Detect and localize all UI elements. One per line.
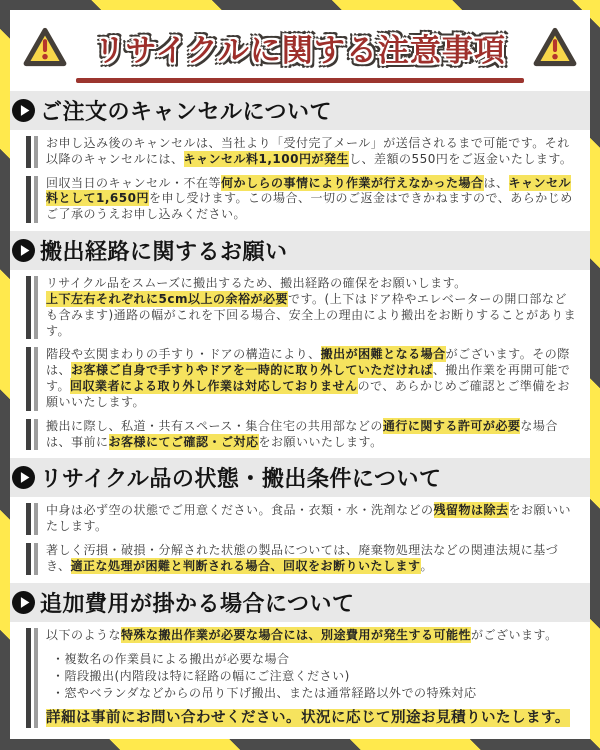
bullet-item: ・窓やベランダなどからの吊り下げ搬出、または通常経路以外での特殊対応 [52,685,477,700]
paragraph-text [38,543,578,575]
paragraph-text [38,503,578,535]
contact-note [46,709,578,728]
notice-paragraph [26,419,578,451]
notice-paragraph [26,347,578,410]
marker-bar-dark [26,176,31,223]
play-circle-icon [12,99,35,122]
text-run: し、差額の550円をご返金いたします。 [348,151,573,166]
marker-bar-dark [26,419,31,451]
highlighted-text: キャンセル料として1,650円 [46,175,572,206]
play-circle-icon [12,239,35,262]
warning-triangle-icon [532,26,578,68]
paragraph-text [38,136,578,168]
paragraph-marker [26,503,38,535]
highlighted-text: 搬出が困難となる場合 [320,347,446,362]
text-run: 搬出に際し、私道・共有スペース・集合住宅の共用部などの [46,418,383,433]
text-run: です。(上下はドア枠やエレベーターの開口部なども含みます)通路の幅がこれを下回る場合、安全上の理由により搬出をお断りすることがあります。 [46,291,577,338]
section-header-3 [10,458,590,497]
highlighted-text: 回収業者による取り外し作業は対応しておりません [70,379,358,394]
paragraph-marker [26,419,38,451]
paragraph-marker [26,276,38,339]
page-title: リサイクルに関する注意事項 [94,32,506,69]
section-header-4 [10,583,590,622]
title-underline [76,78,524,83]
highlighted-text: キャンセル料1,100円が発生 [183,151,349,166]
warning-triangle-icon [22,26,68,68]
paragraph-marker [26,628,38,728]
notice-paragraph [26,503,578,535]
section-header-2 [10,231,590,270]
marker-bar-dark [26,347,31,410]
paragraph-text [38,176,578,223]
highlighted-text: 詳細は事前にお問い合わせください。状況に応じて別途お見積りいたします。 [46,709,570,726]
marker-bar-dark [26,503,31,535]
play-circle-icon [12,466,35,489]
text-run: 、搬出作業を再開可能です。 [46,363,571,394]
paragraph-text [38,628,578,728]
text-run: 階段や玄関まわりの手すり・ドアの構造により、 [46,347,321,362]
section-header-1 [10,91,590,130]
text-run: をお願いいたします。 [46,503,572,534]
highlighted-text: お客様ご自身で手すりやドアを一時的に取り外していただければ [71,363,433,378]
text-run: をお願いいたします。 [258,434,383,449]
notice-paragraph [26,276,578,339]
paragraph-text [38,276,578,339]
text-run: な場合は、事前に [46,418,558,449]
sections-container [10,91,590,728]
bullet-item: ・階段搬出(内階段は特に経路の幅にご注意ください) [52,668,350,683]
notice-paragraph [26,628,578,728]
text-run: 回収当日のキャンセル・不在等 [46,175,222,190]
highlighted-text: 特殊な搬出作業が必要な場合には、別途費用が発生する可能性 [121,627,472,642]
highlighted-text: 適正な処理が困難と判断される場合、回収をお断りいたします [70,558,421,573]
paragraph-text [38,419,578,451]
highlighted-text: 残留物は除去 [433,503,509,518]
text-run: 。 [420,558,434,573]
text-run: を申し受けます。この場合、一切のご返金はできかねますので、あらかじめご了承のうえお申し込みください。 [46,191,573,222]
paragraph-text [38,347,578,410]
marker-bar-dark [26,628,31,728]
paragraph-marker [26,347,38,410]
section-title: リサイクル品の状態・搬出条件について [40,467,442,493]
text-run: リサイクル品をスムーズに搬出するため、搬出経路の確保をお願いします。 [46,276,467,291]
text-run: 著しく汚損・破損・分解された状態の製品については、廃棄物処理法などの関連法規に基づき、 [46,543,559,573]
text-run: お申し込み後のキャンセルは、当社より「受付完了メール」が送信されるまで可能です。それ以降のキャンセルには、 [46,136,570,166]
text-run: がございます。 [471,627,558,642]
notice-paragraph [26,176,578,223]
title-bar [10,10,590,76]
highlighted-text: お客様にてご確認・ご対応 [108,434,259,449]
notice-paragraph [26,136,578,168]
paragraph-marker [26,543,38,575]
section-title: ご注文のキャンセルについて [40,100,333,125]
text-run: ので、あらかじめご確認とご準備をお願いいたします。 [46,379,570,409]
play-circle-icon [12,591,35,614]
paragraph-marker [26,136,38,168]
marker-bar-dark [26,543,31,575]
highlighted-text: 通行に関する許可が必要 [382,418,521,433]
highlighted-text: 何かしらの事情により作業が行えなかった場合 [221,175,484,190]
paragraph-marker [26,176,38,223]
bullet-item: ・複数名の作業員による搬出が必要な場合 [52,651,290,666]
marker-bar-dark [26,136,31,168]
notice-paragraph [26,543,578,575]
highlighted-text: 上下左右それぞれに5cm以上の余裕が必要 [46,291,288,306]
text-run: 以下のような [46,627,122,642]
text-run: がございます。その際は、 [46,347,570,378]
section-title: 搬出経路に関するお願い [40,240,288,266]
text-run: は、 [483,175,509,190]
notice-page [10,10,590,739]
bullet-list [46,651,578,702]
marker-bar-dark [26,276,31,339]
section-title: 追加費用が掛かる場合について [40,591,355,617]
text-run: 中身は必ず空の状態でご用意ください。食品・衣類・水・洗剤などの [46,503,434,518]
